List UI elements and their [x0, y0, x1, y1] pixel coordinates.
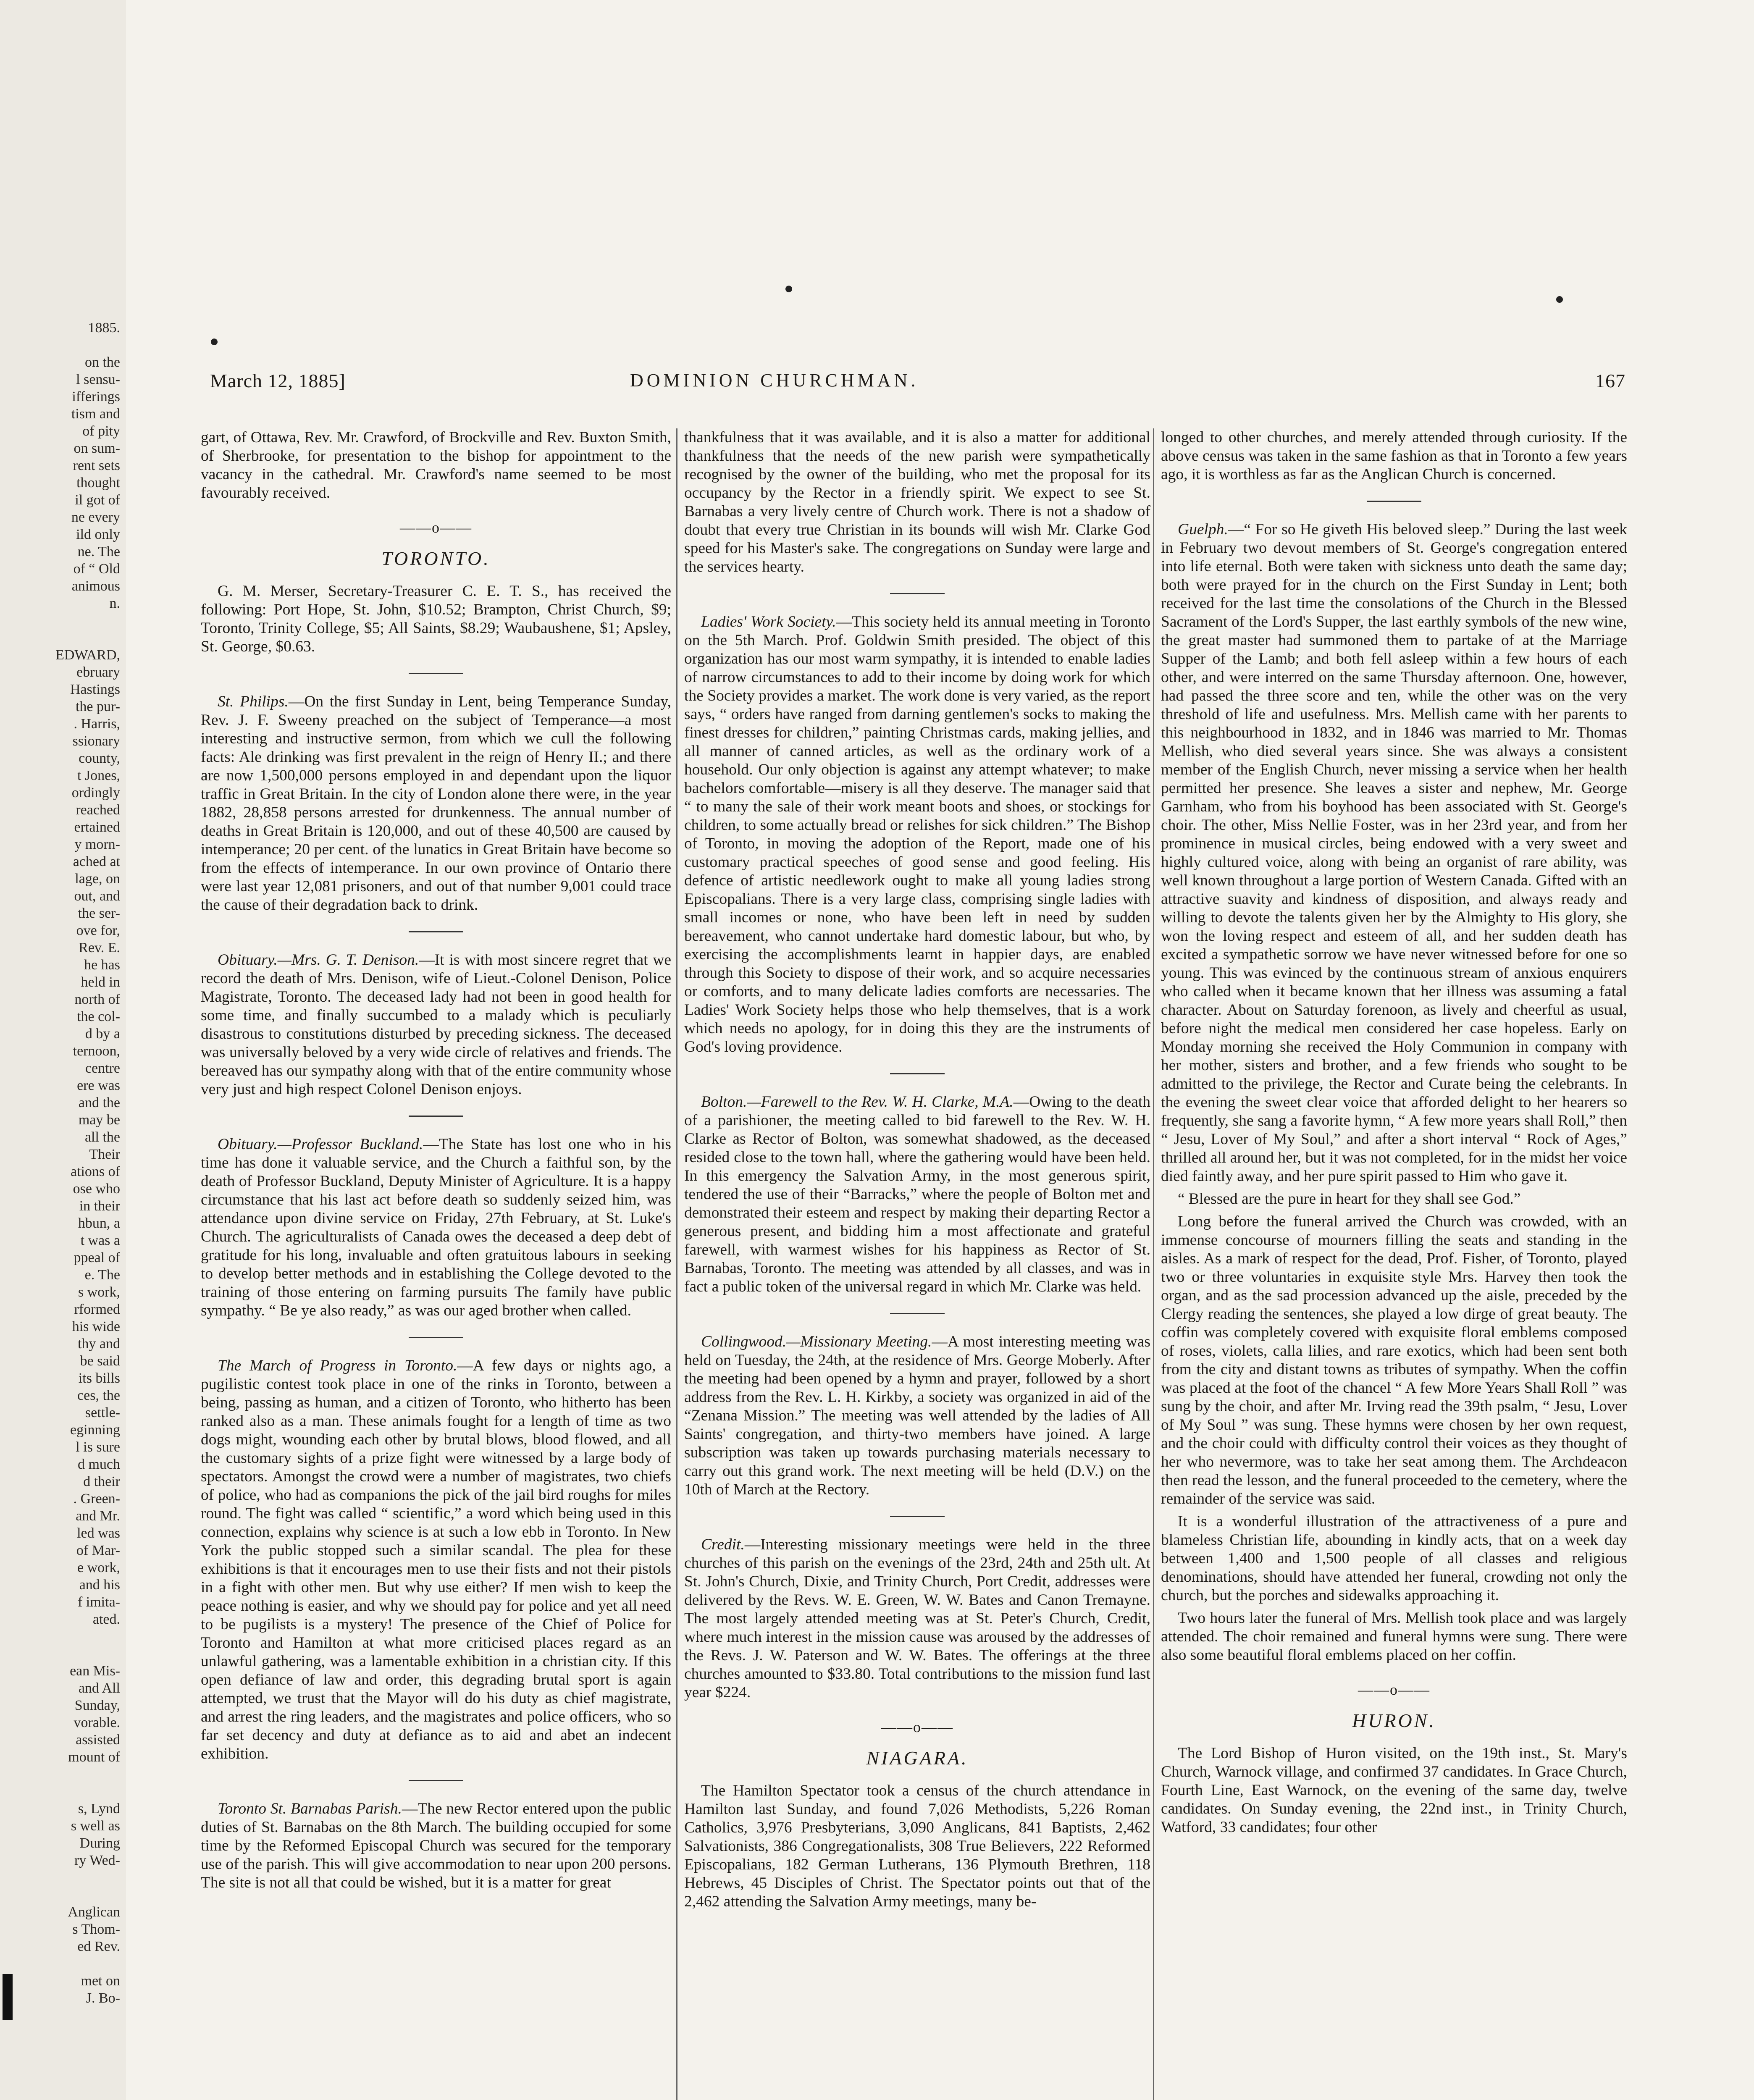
article-lead: Collingwood.—Missionary Meeting. [701, 1333, 932, 1350]
fragment-line: . Harris, [74, 716, 120, 732]
fragment-line: ne. The [77, 544, 120, 559]
fragment-line: ifferings [72, 389, 120, 404]
article-paragraph [684, 613, 1150, 1056]
fragment-line: centre [85, 1060, 120, 1076]
fragment-line: animous [71, 578, 120, 594]
fragment-line: may be [78, 1112, 120, 1128]
article-paragraph [201, 1357, 671, 1763]
fragment-line: ssionary [72, 733, 120, 749]
article-text: thankfulness that it was available, and it is also a matter for additional thankfulness that the needs of the new parish were sympathetically recognised by the owner of the building, who met the proposal for its occupancy by the Rector in a friendly spirit. We expect to see St. Barnabas a very lively centre of Church work. There is not a shadow of doubt that every true Christian in its bounds will wish Mr. Clarke God speed for his Master's sake. The congregations on Sunday were large and the services hearty. [684, 429, 1150, 575]
fragment-line: l sensu- [76, 372, 120, 387]
article-lead: The March of Progress in Toronto. [218, 1357, 457, 1374]
diocese-separator: ——o—— [400, 519, 472, 536]
fragment-line: d by a [85, 1026, 120, 1042]
fragment-line [0, 1645, 126, 1662]
section-divider [409, 673, 463, 674]
article-text: gart, of Ottawa, Rev. Mr. Crawford, of Brockville and Rev. Buxton Smith, of Sherbrooke, for presentation to the bishop for appointment to the vacancy in the cathedral. Mr. Crawford's name seemed to be most favourably received. [201, 429, 671, 501]
article-text: Two hours later the funeral of Mrs. Mellish took place and was largely attended. The choir remained and funeral hymns were sung. There were also some beautiful floral emblems placed on her coffin. [1161, 1609, 1627, 1664]
article-paragraph [684, 1536, 1150, 1702]
ink-dot [211, 339, 218, 345]
article-paragraph [1161, 1213, 1627, 1508]
diocese-heading: NIAGARA. [866, 1747, 969, 1769]
fragment-line [0, 629, 126, 646]
fragment-line: y morn- [74, 837, 120, 852]
fragment-line: ached at [73, 854, 120, 869]
article-paragraph [684, 1333, 1150, 1499]
article-text: The Hamilton Spectator took a census of the church attendance in Hamilton last Sunday, and found 7,026 Methodists, 5,226 Roman Catholics, 3,976 Presbyterians, 3,090 Anglicans, 841 Baptists, 2,462 Salvationists, 386 Congregationalists, 308 True Believers, 222 Reformed Episcopalians, 182 German Lutherans, 136 Plymouth Brethren, 118 Hebrews, 45 Disciples of Christ. The Spectator points out that of the 2,462 attending the Salvation Army meetings, many be- [684, 1782, 1150, 1910]
fragment-line: assisted [76, 1732, 120, 1748]
fragment-line: and Mr. [76, 1508, 120, 1524]
article-text: longed to other churches, and merely attended through curiosity. If the above census was taken in the same fashion as that in Toronto a few years ago, it is worthless as far as the Anglican Church is concerned. [1161, 429, 1627, 483]
fragment-line: t was a [80, 1233, 120, 1248]
section-divider [409, 1337, 463, 1338]
article-paragraph [201, 1800, 671, 1892]
fragment-line: ove for, [76, 923, 120, 938]
fragment-line: t Jones, [77, 768, 120, 783]
article-text: —The State has lost one who in his time has done it valuable service, and the Church a faithful son, by the death of Professor Buckland, Deputy Minister of Agriculture. It is a happy circumstance that his last act before death so suddenly seized him, was attendance upon divine service on Friday, 27th February, at St. Luke's Church. The agriculturalists of Canada owes the deceased a deep debt of gratitude for his long, invaluable and often gratuitous labours in seeking to develop better methods and in establishing the College devoted to the training of those entering on farming pursuits The family have public sympathy. “ Be ye also ready,” as was our aged brother when called. [201, 1136, 671, 1319]
fragment-line: ppeal of [74, 1250, 120, 1265]
article-text: —A few days or nights ago, a pugilistic contest took place in one of the rinks in Toronto, between a being, passing as human, and a citizen of Toronto, who hitherto has been ranked also as a man. These animals fought for a length of time as two dogs might, wounding each other by brutal blows, blood flowed, and all the customary sights of a prize fight were witnessed by a large body of spectators. Amongst the crowd were a number of magistrates, two chiefs of police, who had as companions the pick of the jail bird roughs for miles round. The fight was called “ scientific,” a word which being used in this connection, explains why science is at such a low ebb in Toronto. In New York the public stopped such a similar scandal. The plea for these exhibitions is that it encourages men to use their fists and not their pistols in a fight with other men. But why use either? If men wish to keep the peace nothing is easier, and why we should pay for police and yet all need to be pugilists is a mystery! The presence of the Chief of Police for Toronto and Hamilton at what more criticised places regard as an unlawful gathering, was a lamentable exhibition in a christian city. If this open defiance of law and order, this degrading brutal sport is again attempted, we trust that the Mayor will do his duty as chief magistrate, and arrest the ring leaders, and the magistrates and police officers, who so far set decency and duty at defiance as to aid and abet an indecent exhibition. [201, 1357, 671, 1762]
diocese-separator: ——o—— [881, 1719, 953, 1735]
diocese-separator: ——o—— [1358, 1681, 1430, 1698]
fragment-line: led was [77, 1525, 120, 1541]
fragment-line: e. The [84, 1267, 120, 1283]
article-text: The Lord Bishop of Huron visited, on the 19th inst., St. Mary's Church, Warnock village, and confirmed 37 candidates. In Grace Church, Fourth Line, East Warnock, on the evening of the same day, twelve candidates. On Sunday evening, the 22nd inst., in Trinity Church, Watford, 33 candidates; four other [1161, 1745, 1627, 1836]
fragment-line: ternoon, [73, 1043, 120, 1059]
article-paragraph [1161, 428, 1627, 484]
article-text: —It is with most sincere regret that we record the death of Mrs. Denison, wife of Lieut.-Colonel Denison, Police Magistrate, Toronto. The deceased lady had not been in good health for some time, and finally succumbed to a malady which is peculiarly disastrous to constitutions disturbed by preceding sickness. The deceased was universally beloved by a very wide circle of relatives and friends. The bereaved has our sympathy along with that of the entire community whose very just and high respect Colonel Denison enjoys. [201, 951, 671, 1098]
fragment-line [0, 1783, 126, 1800]
page-number: 167 [1595, 370, 1625, 391]
fragment-line: e work, [77, 1560, 120, 1575]
diocese-heading: TORONTO. [381, 548, 491, 569]
fragment-line: Anglican [68, 1904, 120, 1920]
fragment-line: eginning [70, 1422, 120, 1438]
fragment-line: thought [76, 475, 120, 491]
fragment-line: Hastings [70, 682, 120, 697]
fragment-line: out, and [74, 888, 120, 904]
fragment-line: ated. [92, 1612, 120, 1627]
column-1 [201, 428, 671, 2100]
article-text: —Interesting missionary meetings were held in the three churches of this parish on the evenings of the 23rd, 24th and 25th ult. At St. John's Church, Dixie, and Trinity Church, Port Credit, addresses were delivered by the Revs. W. E. Green, W. W. Bates and Canon Tremayne. The most largely attended meeting was at St. Peter's Church, Credit, where much interest in the mission cause was aroused by the addresses of the Revs. J. W. Paterson and W. W. Bates. The offerings at the three churches amounted to $33.80. Total contributions to the mission fund last year $224. [684, 1536, 1150, 1701]
article-paragraph [1161, 1744, 1627, 1837]
section-divider [890, 1313, 945, 1314]
fragment-line: EDWARD, [55, 647, 120, 663]
fragment-line: on sum- [74, 441, 120, 456]
section-divider [409, 931, 463, 932]
fragment-line [0, 1886, 126, 1903]
fragment-line: the ser- [78, 906, 120, 921]
section-divider [890, 1073, 945, 1074]
article-text: G. M. Merser, Secretary-Treasurer C. E. T. S., has received the following: Port Hope, St. John, $10.52; Brampton, Christ Church, $9; Toronto, Trinity College, $5; All Saints, $8.29; Waubaushene, $1; Apsley, St. George, $0.63. [201, 583, 671, 655]
adjacent-page-text [0, 0, 126, 2007]
fragment-line: settle- [85, 1405, 120, 1420]
article-text: It is a wonderful illustration of the attractiveness of a pure and blameless Christian life, abounding in kindly acts, that on a week day between 1,400 and 1,500 people of all classes and religious denominations, should have attended her funeral, crowding not only the church, but the porches and sidewalks approaching it. [1161, 1513, 1627, 1604]
fragment-line: its bills [78, 1370, 120, 1386]
fragment-line: tism and [71, 406, 120, 422]
fragment-line [0, 336, 126, 354]
article-lead: Credit. [701, 1536, 745, 1553]
fragment-line: be said [80, 1353, 120, 1369]
article-lead: Guelph. [1178, 521, 1228, 538]
fragment-line: met on [81, 1973, 120, 1989]
fragment-line: his wide [72, 1319, 120, 1334]
fragment-line: on the [84, 354, 120, 370]
fragment-line: of pity [82, 423, 120, 439]
fragment-line: Rev. E. [79, 940, 120, 956]
fragment-line: ordingly [71, 785, 120, 801]
fragment-line: ose who [73, 1181, 120, 1197]
fragment-line: l is sure [76, 1439, 120, 1455]
diocese-heading: HURON. [1352, 1710, 1436, 1731]
fragment-line: il got of [75, 492, 120, 508]
fragment-line [0, 1955, 126, 1972]
article-paragraph [684, 428, 1150, 576]
fragment-line: ry Wed- [74, 1853, 120, 1868]
fragment-line: s work, [78, 1284, 120, 1300]
fragment-line: reached [76, 802, 120, 818]
ink-dot [785, 286, 792, 292]
fragment-line: ild only [76, 527, 120, 542]
article-paragraph [201, 693, 671, 914]
column-3 [1153, 428, 1627, 2100]
fragment-line: s Thom- [72, 1922, 120, 1937]
fragment-line: and his [79, 1577, 120, 1593]
article-paragraph [1161, 1609, 1627, 1664]
adjacent-page-fragment [0, 0, 129, 2100]
masthead-title: DOMINION CHURCHMAN. [630, 370, 919, 391]
fragment-line: of Mar- [76, 1543, 120, 1558]
fragment-line: rent sets [73, 458, 120, 473]
fragment-line: rformed [74, 1302, 120, 1317]
fragment-line: all the [84, 1129, 120, 1145]
article-text: —“ For so He giveth His beloved sleep.” During the last week in February two devout members of St. George's congregation entered into life eternal. Both were taken with sickness unto death the same day; both were prayed for in the church on the First Sunday in Lent; both received for the last time the consolations of the Church in the Blessed Sacrament of the Lord's Supper, the last earthly symbols of the new wine, the great master had summoned them to partake of at the Marriage Supper of the Lamb; and both fell asleep within a few hours of each other, and were interred on the same Thursday afternoon. One, however, had passed the three score and ten, while the other was on the very threshold of life and usefulness. Mrs. Mellish came with her parents to this neighbourhood in 1832, and in 1846 was married to Mr. Thomas Mellish, who died several years since. She was always a consistent member of the English Church, never missing a service when her health permitted her presence. She leaves a sister and nephew, Mr. George Garnham, who from his boyhood has been associated with St. George's choir. The other, Miss Nellie Foster, was in her 23rd year, and from her prominence in musical circles, being endowed with a very sweet and highly cultured voice, along with being an organist of rare ability, was well known throughout a large portion of Western Canada. Gifted with an attractive suavity and kindness of disposition, and always ready and willing to devote the talents given her by the Almighty to His glory, she won the loving respect and esteem of all, and her sudden death has excited a sympathetic sorrow we have never witnessed before for one so young. This was evinced by the continuous stream of anxious enquirers who called when it became known that her illness was assuming a fatal character. About on Saturday forenoon, as lively and cheerful as usual, before night the medical men considered her case hopeless. Early on Monday morning she received the Holy Communion in company with her mother, sisters and brother, and a few friends who sought to be admitted to the privilege, the Rector and Curate being the celebrants. In the evening the sweet clear voice that afforded delight to her hearers so frequently, she sang a favorite hymn, “ A few more years shall Roll,” then “ Jesu, Lover of My Soul,” and after a short interval “ Rock of Ages,” thrilled all around her, but it was not completed, for in the midst her voice died faintly away, and her pure spirit passed to Him who gave it. [1161, 521, 1627, 1185]
fragment-line: ed Rev. [77, 1939, 120, 1954]
article-text: —On the first Sunday in Lent, being Temperance Sunday, Rev. J. F. Sweeny preached on the subject of Temperance—a most interesting and instructive sermon, from which we cull the following facts: Ale drinking was first prevalent in the reign of Henry II.; and there are now 1,500,000 persons employed in and dependant upon the liquor traffic in Great Britain. In the city of London alone there were, in the year 1882, 28,858 persons arrested for drunkenness. The annual number of deaths in Great Britain is 120,000, and out of these 40,500 are caused by intemperance; 20 per cent. of the lunatics in Great Britain have become so from the effects of intemperance. In our own province of Ontario there were last year 12,081 prisoners, and out of that number 9,001 could trace the cause of their degradation back to drink. [201, 693, 671, 914]
page-header [210, 370, 1625, 399]
fragment-line [0, 1869, 126, 1886]
article-paragraph [684, 1782, 1150, 1911]
article-text: —Owing to the death of a parishioner, the meeting called to bid farewell to the Rev. W. H. Clarke as Rector of Bolton, was somewhat shadowed, as the deceased resided close to the town hall, where the gathering would have been held. In this emergency the Salvation Army, in the most generous spirit, tendered the use of their “Barracks,” where the people of Bolton met and demonstrated their esteem and respect by making their departing Rector a generous present, and bidding him a most affectionate and grateful farewell, with warmest wishes for his happiness as Rector of St. Barnabas, Toronto. The meeting was attended by all classes, and was in fact a public token of the universal regard in which Mr. Clarke was held. [684, 1093, 1150, 1295]
fragment-line: ations of [70, 1164, 120, 1179]
article-lead: St. Philips. [218, 693, 289, 710]
fragment-line: of “ Old [73, 561, 120, 577]
article-paragraph [201, 582, 671, 656]
article-lead: Ladies' Work Society. [701, 613, 836, 630]
fragment-line: the pur- [75, 699, 120, 714]
fragment-line: During [79, 1835, 120, 1851]
article-paragraph [1161, 1190, 1627, 1208]
fragment-line: d much [77, 1457, 120, 1472]
fragment-line: 1885. [88, 320, 120, 336]
fragment-line: hbun, a [78, 1215, 120, 1231]
fragment-line: ebruary [76, 664, 120, 680]
ink-dot [1556, 296, 1563, 303]
fragment-line: and the [78, 1095, 120, 1110]
fragment-line: s, Lynd [78, 1801, 120, 1816]
section-divider [409, 1780, 463, 1781]
article-paragraph [201, 951, 671, 1099]
binding-mark [3, 1974, 13, 2020]
article-lead: Toronto St. Barnabas Parish. [218, 1800, 402, 1817]
fragment-line: d their [83, 1474, 120, 1489]
fragment-line: f imita- [77, 1594, 120, 1610]
article-paragraph [1161, 1512, 1627, 1605]
fragment-line: Their [89, 1147, 120, 1162]
fragment-line: mount of [68, 1749, 120, 1765]
fragment-line: the col- [77, 1009, 120, 1024]
article-text: “ Blessed are the pure in heart for they shall see God.” [1178, 1190, 1521, 1208]
fragment-line: in their [79, 1198, 120, 1214]
fragment-line: ean Mis- [70, 1663, 120, 1679]
fragment-line: . Green- [73, 1491, 120, 1507]
fragment-line: held in [81, 974, 120, 990]
section-divider [1367, 501, 1421, 502]
column-2 [676, 428, 1150, 2100]
fragment-line [0, 612, 126, 629]
fragment-line: ces, the [77, 1388, 120, 1403]
fragment-line [0, 1628, 126, 1645]
fragment-line: ere was [77, 1078, 120, 1093]
article-lead: Obituary.—Mrs. G. T. Denison. [218, 951, 419, 969]
fragment-line: north of [74, 992, 120, 1007]
fragment-line: county, [79, 751, 120, 766]
article-text: Long before the funeral arrived the Church was crowded, with an immense concourse of mourners filling the seats and standing in the aisles. As a mark of respect for the dead, Prof. Fisher, of Toronto, played two or three voluntaries in exquisite style Mrs. Harvey then took the organ, and as the sad procession advanced up the aisle, preceded by the Clergy reading the sentences, she played a low dirge of great beauty. The coffin was completely covered with exquisite floral emblems composed of roses, violets, calla lilies, and rare exotics, which had been sent both from the city and distant towns as tributes of sympathy. When the coffin was placed at the foot of the chancel “ A few More Years Shall Roll ” was sung by the choir, and after Mr. Irving read the 39th psalm, “ Jesu, Lover of My Soul ” was sung. These hymns were chosen by her own request, and the choir could with difficulty control their voices as they thought of her who nevermore, was to take her seat among them. The Archdeacon then read the lesson, and the funeral proceeded to the cemetery, where the remainder of the service was said. [1161, 1213, 1627, 1507]
article-lead: Bolton.—Farewell to the Rev. W. H. Clarke, M.A. [701, 1093, 1014, 1110]
fragment-line: ne every [71, 509, 120, 525]
fragment-line [0, 1766, 126, 1783]
header-date: March 12, 1885] [210, 370, 346, 391]
fragment-line: n. [109, 596, 120, 611]
fragment-line: Sunday, [74, 1698, 120, 1713]
article-text: —A most interesting meeting was held on Tuesday, the 24th, at the residence of Mrs. George Moberly. After the meeting had been opened by a hymn and prayer, followed by a short address from the Rev. L. H. Kirkby, a society was organized in aid of the “Zenana Mission.” The meeting was well attended by the ladies of All Saints' congregation, and thirty-two members have joined. A large subscription was taken up towards purchasing materials necessary to carry out this grand work. The next meeting will be held (D.V.) on the 10th of March at the Rectory. [684, 1333, 1150, 1498]
fragment-line: ertained [74, 819, 120, 835]
fragment-line: he has [84, 957, 120, 973]
article-paragraph [201, 1135, 671, 1320]
section-divider [890, 593, 945, 594]
fragment-line: thy and [77, 1336, 120, 1352]
fragment-line: s well as [71, 1818, 120, 1834]
article-lead: Obituary.—Professor Buckland. [218, 1136, 423, 1153]
article-paragraph [684, 1093, 1150, 1296]
article-paragraph [201, 428, 671, 502]
article-text: —This society held its annual meeting in Toronto on the 5th March. Prof. Goldwin Smith presided. The object of this organization has our most warm sympathy, it is intended to enable ladies of narrow circumstances to add to their income by doing work for which the Society provides a market. The work done is very varied, as the report says, “ orders have ranged from darning gentlemen's socks to making the finest dresses for children,” painting Christmas cards, making jellies, and all manner of canned articles, as well as the ordinary work of a household. Our only objection is against any attempt whatever; to make bachelors comfortable—misery is all they deserve. The manager said that “ to many the sale of their work meant boots and shoes, or stockings for children, to some actually bread or relishes for sick children.” The Bishop of Toronto, in moving the adoption of the Report, made one of his customary practical speeches of good sense and good feeling. His defence of artistic needlework ought to make all young ladies strong Episcopalians. There is a very large class, comprising single ladies with small incomes or none, who have been left in need by sudden bereavement, who cannot undertake hard domestic labour, but who, by exercising the accomplishments learnt in happier days, are enabled through this Society to dispose of their work, and so acquire necessaries or comforts, and to many delicate ladies comforts are necessaries. The Ladies' Work Society helps those who help themselves, that is a work which needs no apology, for in doing this they are the instruments of God's loving providence. [684, 613, 1150, 1055]
fragment-line: and All [78, 1680, 120, 1696]
article-text: —The new Rector entered upon the public duties of St. Barnabas on the 8th March. The building occupied for some time by the Reformed Episcopal Church was secured for the temporary use of the parish. This will give accommodation to near upon 200 persons. The site is not all that could be wished, but it is a matter for great [201, 1800, 671, 1891]
fragment-line: lage, on [75, 871, 120, 887]
article-paragraph [1161, 520, 1627, 1186]
fragment-line: J. Bo- [86, 1990, 120, 2006]
fragment-line: vorable. [74, 1715, 120, 1730]
section-divider [890, 1516, 945, 1517]
section-divider [409, 1116, 463, 1117]
